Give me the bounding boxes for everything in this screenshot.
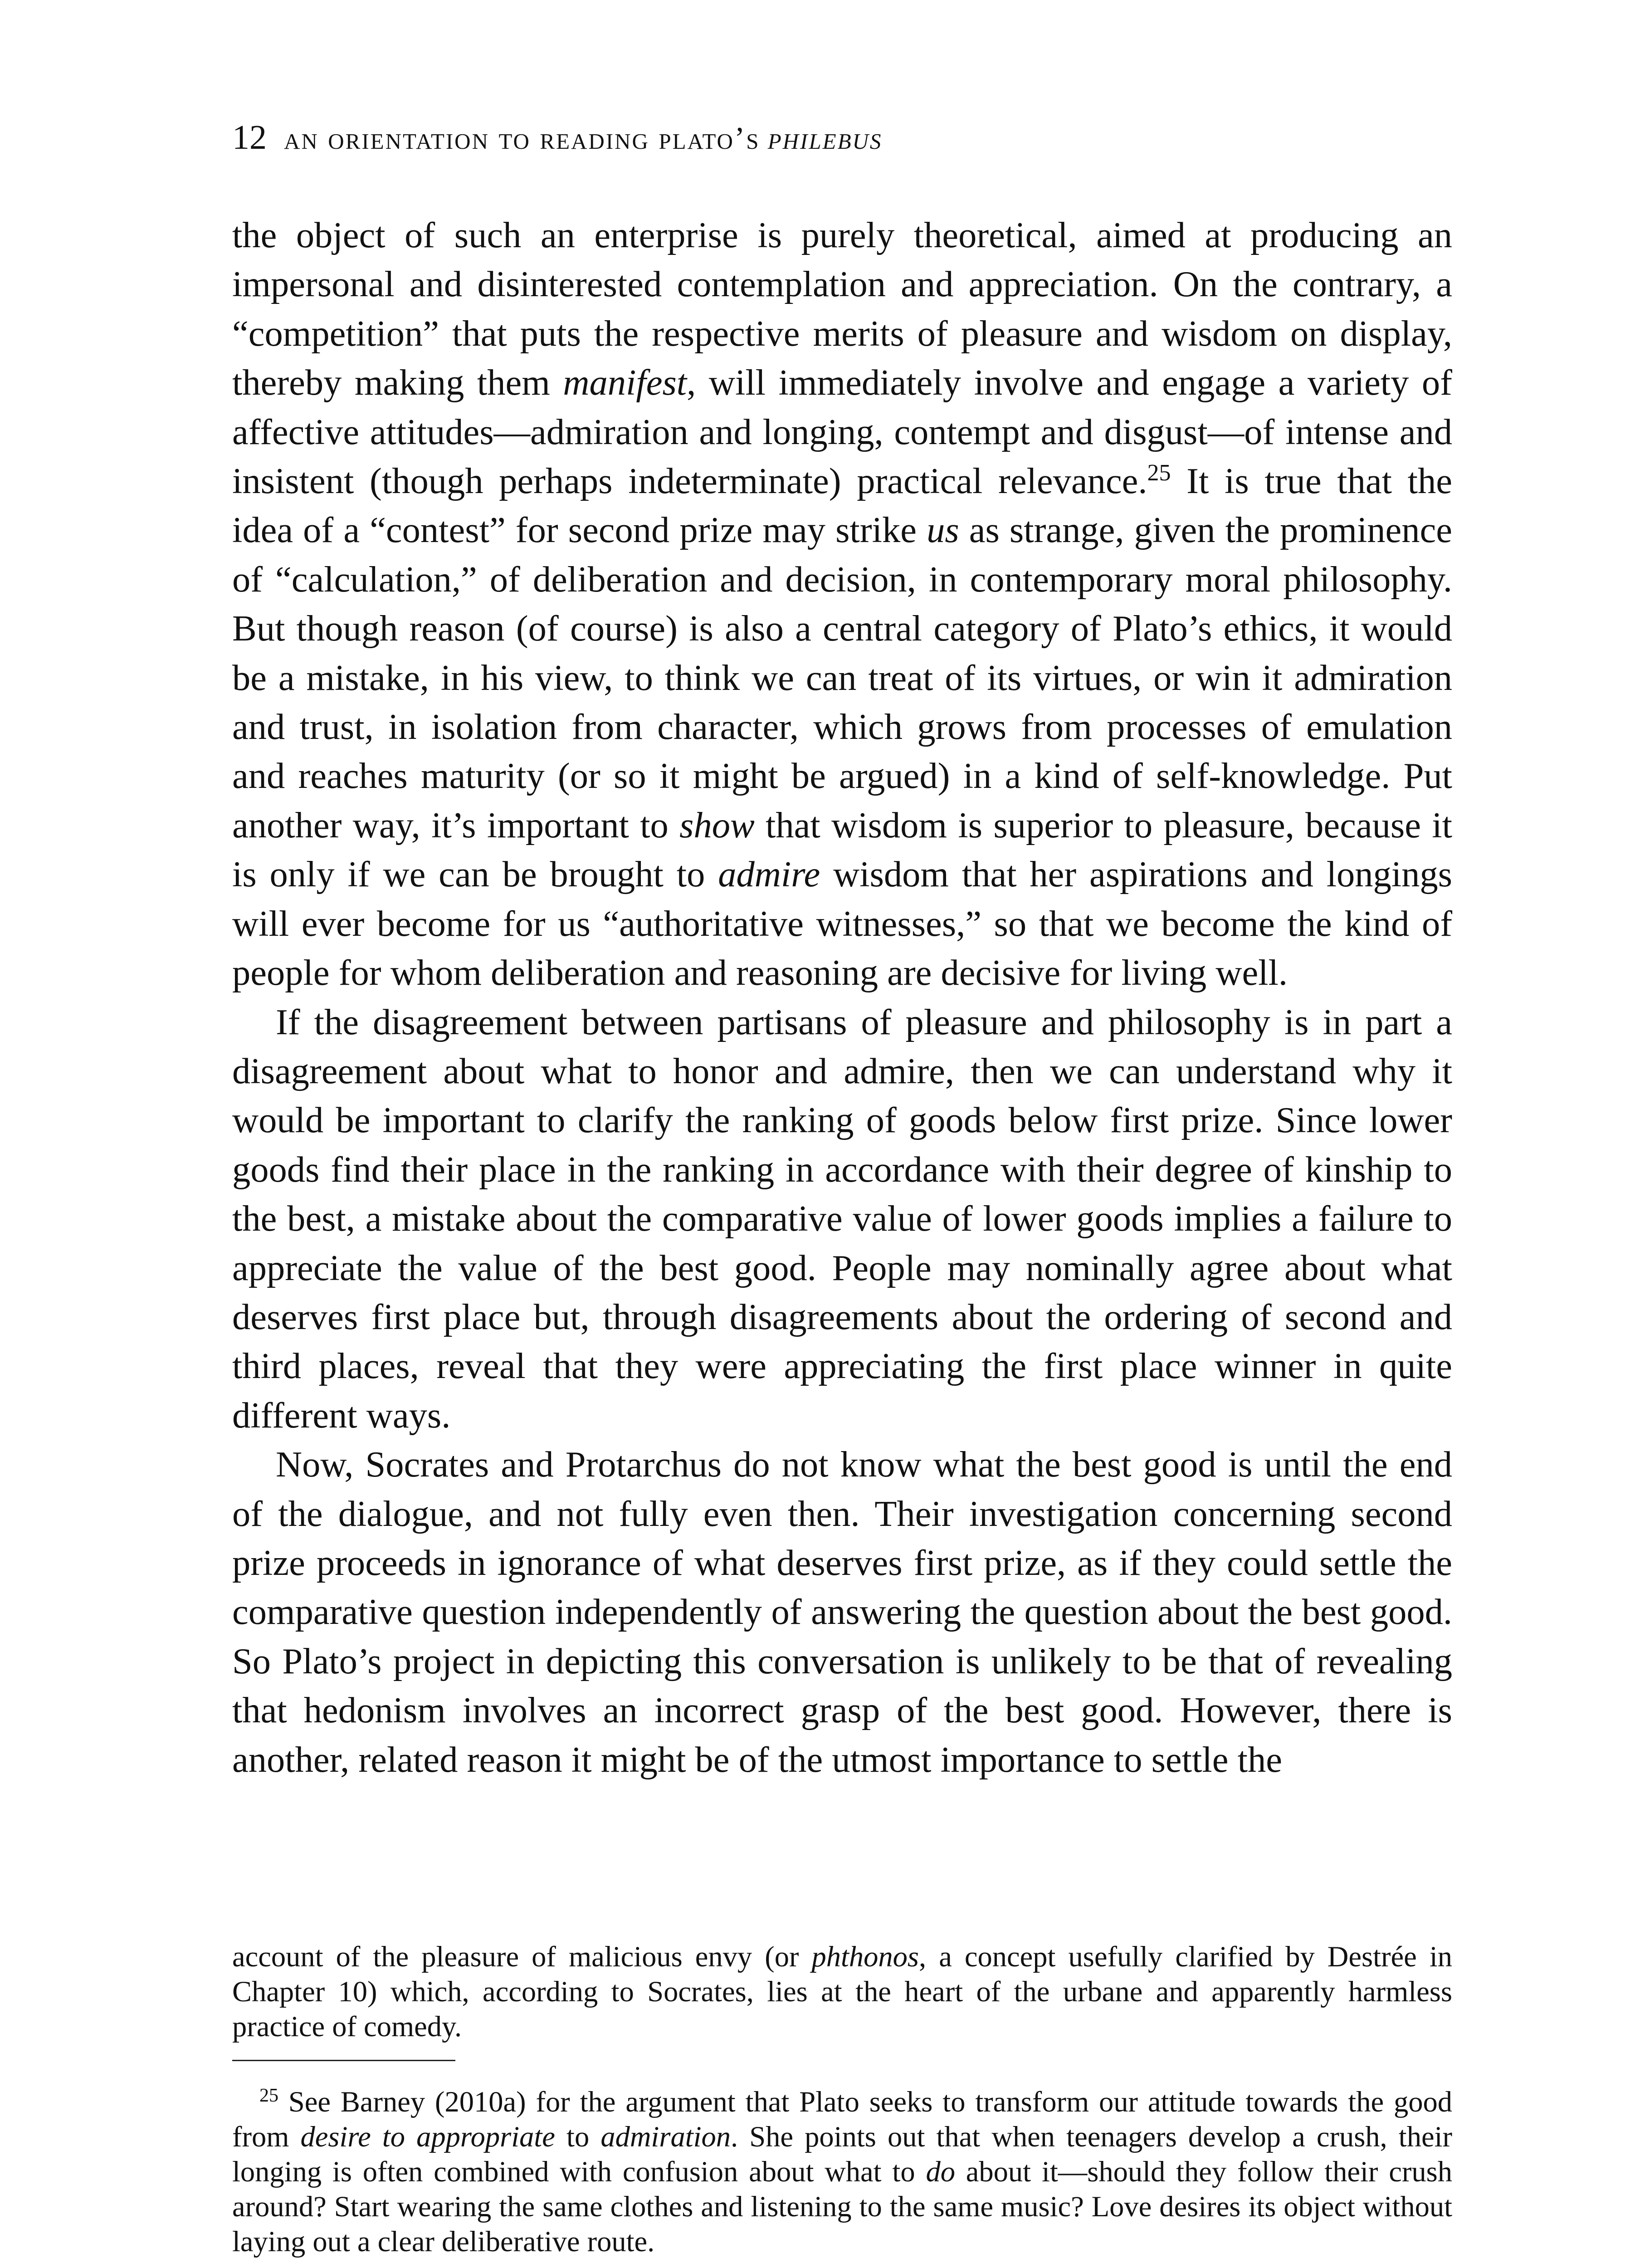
text-run: account of the pleasure of malicious envy (or bbox=[232, 1941, 812, 1973]
paragraph-2: If the disagreement between partisans of pleasure and philosophy is in part a disagreement about what to honor and admire, then we can understand why it would be important to clarify the ranking of goods below first prize. Since lower goods find their place in the ranking in accordance with their degree of kinship to the best, a mistake about the comparative value of lower goods implies a failure to appreciate the value of the best good. People may nominally agree about what deserves first place but, through disagreements about the ordering of second and third places, reveal that they were appreciating the first place winner in quite different ways. bbox=[232, 1002, 1452, 1436]
text-run: to bbox=[555, 2121, 601, 2153]
italic-run: admire bbox=[718, 854, 820, 895]
running-head-title-italic: philebus bbox=[767, 121, 883, 156]
text-run: It is true that the idea of a “contest” for second prize may strike bbox=[232, 461, 1453, 551]
italic-run: desire to appropriate bbox=[300, 2121, 555, 2153]
footnote-25 bbox=[232, 2084, 1452, 2259]
text-run: , a concept usefully clarified by Destrée in Chapter 10) which, according to Socrates, lies at the heart of the urbane and apparently harmless practice of comedy. bbox=[232, 1941, 1452, 2043]
text-run: See Barney (2010a) for the argument that Plato seeks to transform our attitude towards the good from bbox=[232, 2086, 1452, 2153]
text-run: that wisdom is superior to pleasure, because it is only if we can be brought to bbox=[232, 805, 1453, 895]
paragraph-3: Now, Socrates and Protarchus do not know what the best good is until the end of the dialogue, and not fully even then. Their investigation concerning second prize proceeds in ignorance of what deserves first prize, as if they could settle the comparative question independently of answering the question about the best good. So Plato’s project in depicting this conversation is unlikely to be that of revealing that hedonism involves an incorrect grasp of the best good. However, there is another, related reason it might be of the utmost importance to settle the bbox=[232, 1444, 1452, 1780]
text-run: , will immediately involve and engage a variety of affective attitudes—admiration and longing, contempt and disgust—of intense and insistent (though perhaps indeterminate) practical relevance. bbox=[232, 362, 1452, 502]
paragraph-1 bbox=[232, 211, 1452, 998]
italic-run: do bbox=[926, 2156, 955, 2188]
text-run: . She points out that when teenagers develop a crush, their longing is often combined with confusion about what to bbox=[232, 2121, 1452, 2188]
italic-run: admiration bbox=[600, 2121, 731, 2153]
italic-run: show bbox=[679, 805, 755, 846]
text-run: about it—should they follow their crush around? Start wearing the same clothes and listening to the same music? Love desires its object without laying out a clear deliberative route. bbox=[232, 2156, 1452, 2258]
italic-run: phthonos bbox=[811, 1941, 919, 1973]
text-run: the object of such an enterprise is purely theoretical, aimed at producing an impersonal and disinterested contemplation and appreciation. On the contrary, a “competition” that puts the respective merits of pleasure and wisdom on display, thereby making them bbox=[232, 215, 1452, 403]
main-text bbox=[232, 211, 1452, 1784]
footnote-reference-25[interactable]: 25 bbox=[1147, 460, 1171, 486]
footnote-25-text bbox=[232, 2084, 1452, 2259]
footnote-continued bbox=[232, 1939, 1452, 2044]
running-head-title: an orientation to reading plato’s bbox=[284, 121, 760, 156]
text-run: wisdom that her aspirations and longings will ever become for us “authoritative witnesses,” so that we become the kind of people for whom deliberation and reasoning are decisive for living well. bbox=[232, 854, 1452, 993]
running-head bbox=[232, 117, 1457, 159]
italic-run: manifest bbox=[563, 362, 687, 403]
footnote-marker-25: 25 bbox=[259, 2085, 278, 2106]
italic-run: us bbox=[927, 510, 959, 551]
footnote-divider bbox=[232, 2060, 455, 2061]
page-number: 12 bbox=[232, 118, 267, 156]
text-run: as strange, given the prominence of “calculation,” of deliberation and decision, in contemporary moral philosophy. But though reason (of course) is also a central category of Plato’s ethics, it would be a mistake, in his view, to think we can treat of its virtues, or win it admiration and trust, in isolation from character, which grows from processes of emulation and reaches maturity (or so it might be argued) in a kind of self-knowledge. Put another way, it’s important to bbox=[232, 510, 1452, 846]
